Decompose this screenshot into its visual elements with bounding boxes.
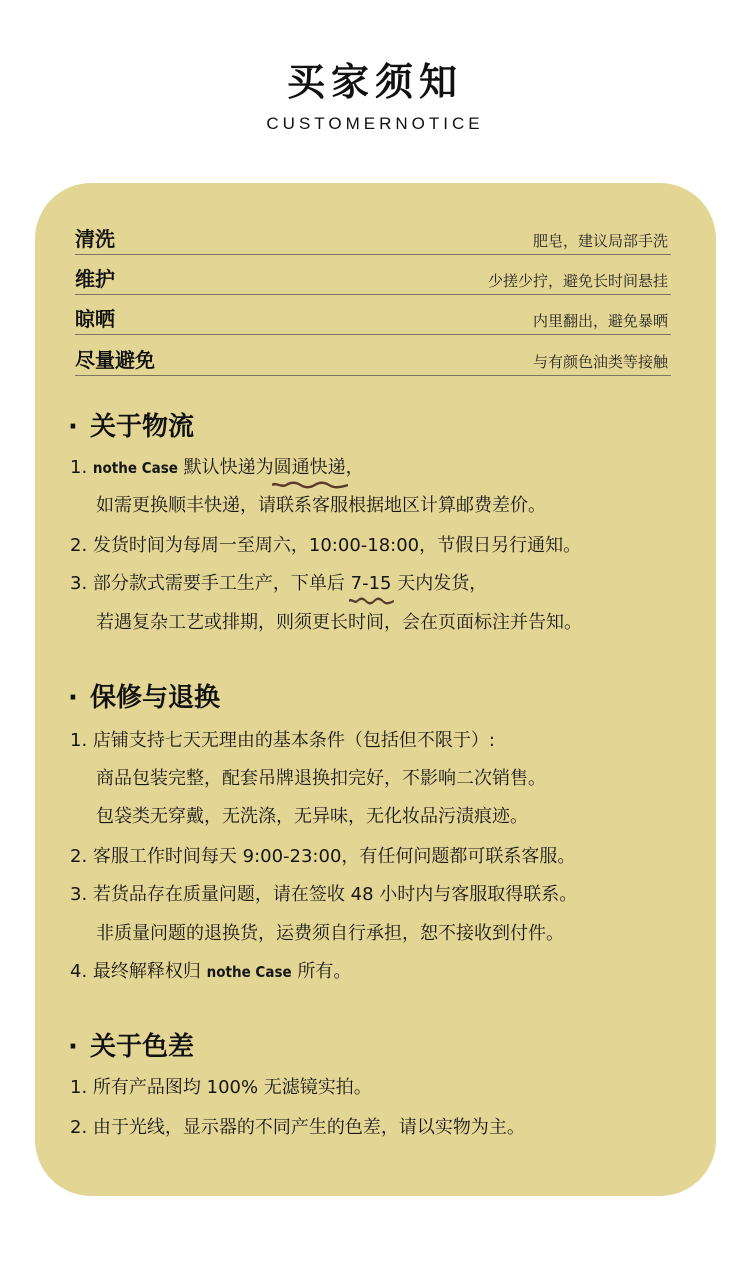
text: 天内发货， <box>397 573 488 594</box>
highlight-courier <box>274 455 346 481</box>
bullet-dot: · <box>68 412 78 442</box>
section-title-text: 关于物流 <box>90 412 195 442</box>
text: 4. 最终解释权归 <box>70 961 201 982</box>
care-label: 清洗 <box>75 227 115 251</box>
text: 圆通快递 <box>273 457 346 478</box>
warranty-line-1-cont-2: 包袋类无穿戴，无洗涤，无异味，无化妆品污渍痕迹。 <box>96 806 528 827</box>
care-value: 与有颜色油类等接触 <box>532 353 668 371</box>
warranty-line-2: 2. 客服工作时间每天 9:00-23:00，有任何问题都可联系客服。 <box>70 846 576 867</box>
page-title: 买家须知 <box>286 60 463 104</box>
section-title-text: 关于色差 <box>90 1032 195 1062</box>
warranty-line-3-cont: 非质量问题的退换货，运费须自行承担，恕不接收到付件。 <box>96 923 564 944</box>
text: ， <box>345 457 364 478</box>
text: 7-15 <box>350 573 392 594</box>
care-label: 维护 <box>75 267 115 291</box>
warranty-line-3: 3. 若货品存在质量问题，请在签收 48 小时内与客服取得联系。 <box>70 884 578 905</box>
brand-name: nothe Case <box>206 963 292 981</box>
warranty-line-4 <box>70 959 351 985</box>
highlight-days <box>351 571 392 597</box>
brand-name: nothe Case <box>92 459 178 477</box>
text: 3. 部分款式需要手工生产，下单后 <box>70 573 345 594</box>
logistics-line-2: 2. 发货时间为每周一至周六，10:00-18:00，节假日另行通知。 <box>70 535 582 556</box>
care-label: 尽量避免 <box>75 348 155 372</box>
care-row-dry <box>75 298 671 335</box>
care-value: 肥皂，建议局部手洗 <box>532 232 668 250</box>
color-line-1: 1. 所有产品图均 100% 无滤镜实拍。 <box>70 1077 372 1098</box>
warranty-line-1-cont-1: 商品包装完整，配套吊牌退换扣完好，不影响二次销售。 <box>96 768 546 789</box>
care-label: 晾晒 <box>75 307 115 331</box>
logistics-line-3-cont: 若遇复杂工艺或排期，则须更长时间，会在页面标注并告知。 <box>96 612 582 633</box>
care-row-avoid <box>75 339 671 376</box>
care-value: 内里翻出，避免暴晒 <box>532 312 668 330</box>
bullet-dot: · <box>68 1032 78 1062</box>
bullet-dot: · <box>68 683 78 713</box>
squiggle-underline <box>349 597 394 605</box>
color-line-2: 2. 由于光线，显示器的不同产生的色差，请以实物为主。 <box>70 1117 525 1138</box>
care-row-maintain <box>75 258 671 295</box>
text: 默认快递为 <box>183 457 274 478</box>
section-title-warranty <box>68 681 220 715</box>
section-title-logistics <box>68 410 194 444</box>
warranty-line-1: 1. 店铺支持七天无理由的基本条件（包括但不限于）: <box>70 730 495 751</box>
section-title-color <box>68 1030 194 1064</box>
logistics-line-1 <box>70 455 364 481</box>
logistics-line-1-cont: 如需更换顺丰快递，请联系客服根据地区计算邮费差价。 <box>96 495 546 516</box>
care-value: 少搓少拧，避免长时间悬挂 <box>487 272 668 290</box>
section-title-text: 保修与退换 <box>90 683 221 713</box>
care-row-wash <box>75 218 671 255</box>
text: 所有。 <box>297 961 352 982</box>
item-number: 1. <box>70 457 88 478</box>
squiggle-underline <box>272 481 348 489</box>
page-subtitle: CUSTOMERNOTICE <box>266 114 484 133</box>
logistics-line-3 <box>70 571 487 597</box>
